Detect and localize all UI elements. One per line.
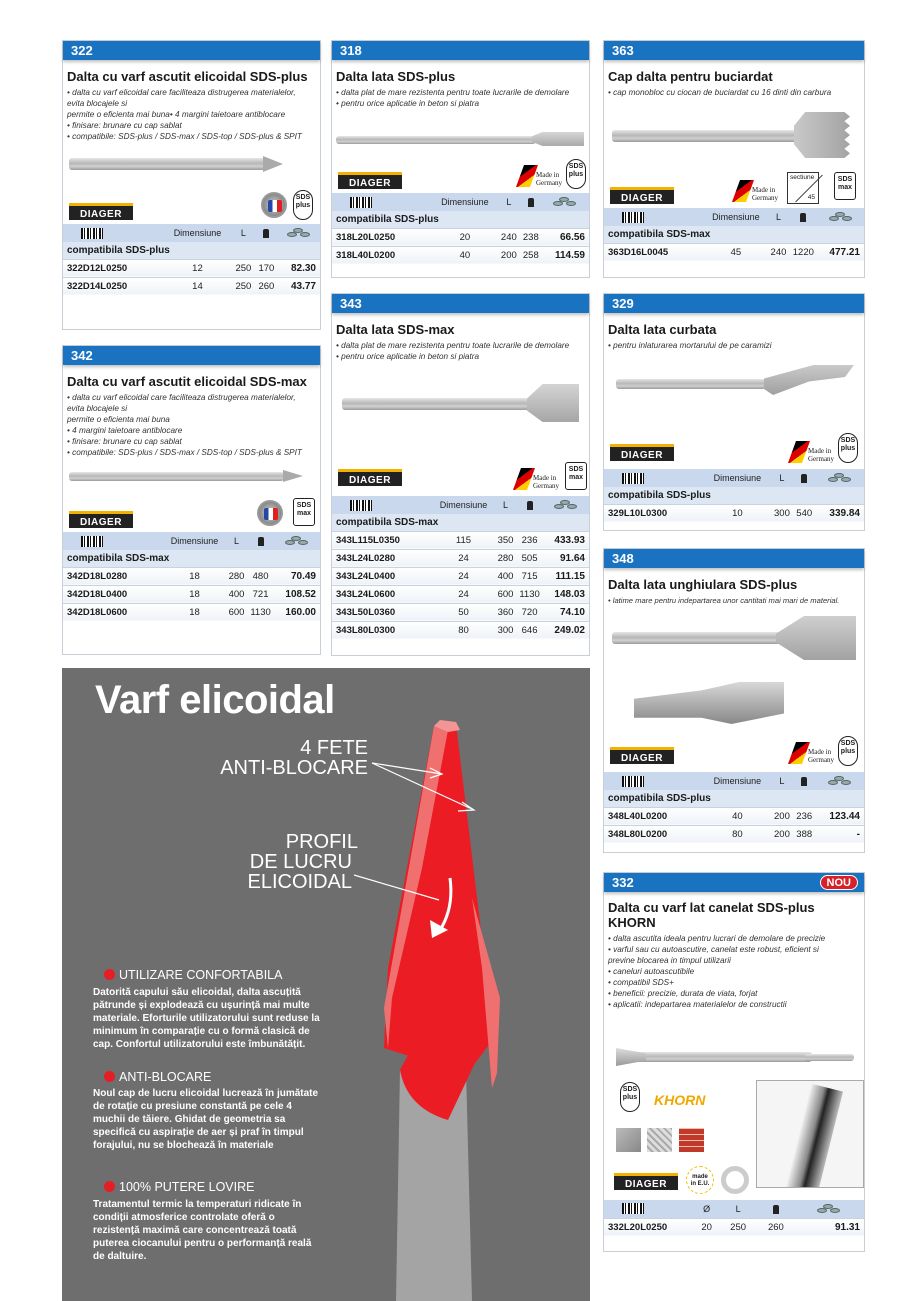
product-code-header: 329: [604, 294, 864, 313]
feature-heading: 100% PUTERE LOVIRE: [104, 1180, 254, 1194]
table-header: Dimensiune L: [604, 772, 864, 790]
coins-icon: [553, 197, 577, 207]
product-code-header: 343: [332, 294, 589, 313]
made-in-france-icon: [261, 192, 287, 218]
barcode-icon: [350, 197, 372, 208]
compatibility-label: compatibila SDS-plus: [332, 211, 589, 228]
spec-table: [332, 496, 589, 639]
made-in-germany-icon: Made in Germany: [517, 466, 561, 492]
sds-max-icon: SDS max: [565, 462, 587, 490]
product-description: • pentru inlaturarea mortarului de pe caramizi: [608, 341, 772, 350]
weight-icon: [801, 474, 807, 483]
product-description: • dalta plat de mare rezistenta pentru toate lucrarile de demolare • pentru orice aplicatie in beton si piatra: [336, 88, 570, 108]
feature-text: Datorită capului său elicoidal, dalta ascuțită pătrunde și explodează cu ușurință mai multe materiale. Eforturile utilizatorului sunt reduse la minimum în comparație cu o formă clasică de cap. Confortul utilizatorului este îmbunătățit.: [93, 987, 320, 1050]
product-image: [63, 458, 320, 498]
product-code-header: 318: [332, 41, 589, 60]
made-in-eu-icon: made in E.U.: [686, 1166, 714, 1194]
table-row: 342D18L0600 18 600 1130 160.00: [63, 603, 320, 621]
table-header: Dimensiune L: [332, 496, 589, 514]
logos-row: [63, 190, 320, 224]
product-code-header: 332 NOU: [604, 873, 864, 892]
product-description: • cap monobloc cu ciocan de buciardat cu 16 dinti din carbura: [608, 88, 832, 97]
diager-logo: DIAGER: [338, 469, 402, 486]
sds-plus-icon: SDS plus: [838, 433, 858, 463]
spec-table: [604, 208, 864, 261]
product-title: Cap dalta pentru buciardat: [608, 69, 773, 84]
diager-logo: DIAGER: [610, 444, 674, 461]
table-row: 329L10L0300 10 300 540 339.84: [604, 504, 864, 522]
made-in-germany-icon: Made in Germany: [792, 439, 836, 465]
compatibility-label: compatibila SDS-plus: [604, 790, 864, 807]
product-title: Dalta lata SDS-max: [336, 322, 455, 337]
sds-plus-icon: SDS plus: [620, 1082, 640, 1112]
table-row: 318L20L0250 20 240 238 66.56: [332, 228, 589, 246]
compatibility-label: compatibila SDS-max: [63, 550, 320, 567]
table-header: Dimensiune L: [332, 193, 589, 211]
table-row: 343L24L0400 24 400 715 111.15: [332, 567, 589, 585]
feature-heading: UTILIZARE CONFORTABILA: [104, 968, 282, 982]
product-title: Dalta cu varf ascutit elicoidal SDS-plus: [67, 69, 308, 84]
compatibility-label: compatibila SDS-plus: [604, 487, 864, 504]
product-code-header: 342: [63, 346, 320, 365]
table-row: 318L40L0200 40 200 258 114.59: [332, 246, 589, 264]
helical-tip-promo-panel: [62, 668, 590, 1301]
product-image: [63, 142, 320, 190]
table-row: 343L115L0350 115 350 236 433.93: [332, 531, 589, 549]
weight-icon: [800, 213, 806, 222]
table-header: Dimensiune L: [63, 224, 320, 242]
coins-icon: [554, 500, 578, 510]
compatibility-label: compatibila SDS-max: [332, 514, 589, 531]
weight-icon: [773, 1205, 779, 1214]
coins-icon: [828, 776, 852, 786]
feature-text: Noul cap de lucru elicoidal lucrează în jumătate de rotație cu presiune constantă pe cele 4 muchii de tăiere. Ghidat de geometria sa specifică cu aspirație de aer și praf în timpul forajului, nu se blochează în materiale: [93, 1088, 319, 1151]
product-code-header: 348: [604, 549, 864, 568]
diager-logo: DIAGER: [610, 187, 674, 204]
weight-icon: [263, 229, 269, 238]
made-in-germany-icon: Made in Germany: [520, 163, 564, 189]
weight-icon: [801, 777, 807, 786]
table-row: 342D18L0400 18 400 721 108.52: [63, 585, 320, 603]
coins-icon: [828, 473, 852, 483]
sds-max-icon: SDS max: [293, 498, 315, 526]
red-bullet-icon: [104, 969, 115, 980]
logos-row: [604, 734, 864, 772]
spec-table: [604, 469, 864, 522]
concrete-material-icon: [616, 1128, 641, 1152]
product-title: Dalta lata unghiulara SDS-plus: [608, 577, 798, 592]
diager-logo: DIAGER: [338, 172, 402, 189]
product-description: • dalta cu varf elicoidal care faciliteaza distrugerea materialelor, evita blocajele si permite o eficienta mai buna • 4 margini taietoare antiblocare • finisare: brunare cu cap sablat • compatibile: SDS-plus / SDS-max / SDS-top / SDS-plus & SPIT: [67, 393, 302, 457]
product-title: Dalta lata SDS-plus: [336, 69, 456, 84]
spec-table: [63, 532, 320, 621]
product-image: [604, 606, 864, 734]
khorn-logo: KHORN: [654, 1092, 706, 1108]
sds-max-icon: SDS max: [834, 172, 856, 200]
product-title: Dalta cu varf ascutit elicoidal SDS-max: [67, 374, 307, 389]
barcode-icon: [81, 228, 103, 239]
made-in-france-icon: [257, 500, 283, 526]
product-card-332: [603, 872, 865, 1252]
barcode-icon: [622, 1203, 644, 1214]
logos-row: [332, 159, 589, 193]
table-row: 322D14L0250 14 250 260 43.77: [63, 277, 320, 295]
diager-logo: DIAGER: [610, 747, 674, 764]
spec-table: [332, 193, 589, 264]
product-image: [604, 351, 864, 431]
coins-icon: [285, 536, 309, 546]
made-in-germany-icon: Made in Germany: [792, 740, 836, 766]
weight-icon: [258, 537, 264, 546]
product-image: [332, 109, 589, 159]
patented-seal-icon: [721, 1166, 749, 1194]
logos-row: [63, 498, 320, 532]
red-bullet-icon: [104, 1071, 115, 1082]
weight-icon: [528, 198, 534, 207]
product-image: [604, 1010, 864, 1200]
callout-anti-blocking-faces: 4 FETE ANTI-BLOCARE: [220, 737, 368, 779]
table-row: 343L50L0360 50 360 720 74.10: [332, 603, 589, 621]
logos-row: [604, 168, 864, 208]
callout-helical-profile: PROFIL DE LUCRU ELICOIDAL: [247, 831, 358, 893]
product-description: • dalta cu varf elicoidal care faciliteaza distrugerea materialelor, evita blocajele si permite o eficienta mai buna• 4 margini taietoare antiblocare • finisare: brunare cu cap sablat • compatibile: SDS-plus / SDS-max / SDS-top / SDS-plus & SPIT: [67, 88, 302, 141]
table-row: 343L24L0280 24 280 505 91.64: [332, 549, 589, 567]
table-row: 363D16L0045 45 240 1220 477.21: [604, 243, 864, 261]
brick-material-icon: [679, 1128, 704, 1152]
product-card-343: [331, 293, 590, 656]
feature-heading: ANTI-BLOCARE: [104, 1070, 211, 1084]
coins-icon: [287, 228, 311, 238]
weight-icon: [527, 501, 533, 510]
barcode-icon: [622, 776, 644, 787]
table-row: 348L40L0200 40 200 236 123.44: [604, 807, 864, 825]
spec-table: [604, 1200, 864, 1236]
diager-logo: DIAGER: [614, 1173, 678, 1190]
compatibility-label: compatibila SDS-max: [604, 226, 864, 243]
coins-icon: [829, 212, 853, 222]
product-card-363: [603, 40, 865, 278]
table-row: 343L80L0300 80 300 646 249.02: [332, 621, 589, 639]
tip-closeup-image: [756, 1080, 864, 1188]
sds-plus-icon: SDS plus: [293, 190, 313, 220]
coins-icon: [817, 1204, 841, 1214]
barcode-icon: [350, 500, 372, 511]
product-description: • dalta plat de mare rezistenta pentru toate lucrarile de demolare • pentru orice aplicatie in beton si piatra: [336, 341, 570, 361]
product-card-329: [603, 293, 865, 531]
new-badge: NOU: [820, 875, 858, 890]
feature-text: Tratamentul termic la temperaturi ridicate în condiții atmosferice controlate oferă o rezistență maximă care concentrează toată puterea ciocanului pentru o performanță reală de daltuire.: [93, 1199, 312, 1262]
stone-material-icon: [647, 1128, 672, 1152]
product-code-header: 322: [63, 41, 320, 60]
table-row: 342D18L0280 18 280 480 70.49: [63, 567, 320, 585]
product-card-318: [331, 40, 590, 278]
table-header: Dimensiune L: [604, 208, 864, 226]
barcode-icon: [81, 536, 103, 547]
table-header: Dimensiune L: [63, 532, 320, 550]
logos-row: [332, 462, 589, 496]
product-image: [604, 98, 864, 168]
product-card-322: [62, 40, 321, 330]
made-in-germany-icon: Made in Germany: [736, 178, 780, 204]
table-header: Dimensiune L: [604, 469, 864, 487]
product-image: [332, 362, 589, 462]
logos-row: [604, 431, 864, 469]
red-bullet-icon: [104, 1181, 115, 1192]
sds-plus-icon: SDS plus: [566, 159, 586, 189]
product-card-342: [62, 345, 321, 655]
product-code-header: 363: [604, 41, 864, 60]
product-title: Dalta lata curbata: [608, 322, 717, 337]
compatibility-label: compatibila SDS-plus: [63, 242, 320, 259]
product-title: Dalta cu varf lat canelat SDS-plus KHORN: [608, 900, 815, 930]
table-row: 322D12L0250 12 250 170 82.30: [63, 259, 320, 277]
diager-logo: DIAGER: [69, 511, 133, 528]
promo-title: Varf elicoidal: [95, 678, 335, 722]
spec-table: [63, 224, 320, 295]
table-header: Ø L: [604, 1200, 864, 1218]
diager-logo: DIAGER: [69, 203, 133, 220]
table-row: 343L24L0600 24 600 1130 148.03: [332, 585, 589, 603]
sds-plus-icon: SDS plus: [838, 736, 858, 766]
section-icon: sectiune 45: [787, 172, 819, 204]
barcode-icon: [622, 212, 644, 223]
table-row: 332L20L0250 20 250 260 91.31: [604, 1218, 864, 1236]
product-description: • dalta ascutita ideala pentru lucrari de demolare de precizie • varful sau cu autoascutire, canelat este robust, eficient si previne blocarea in timpul utilizarii • caneluri autoascutibile • compatibil SDS+ • beneficii: precizie, durata de viata, forjat • aplicatii: indepartarea materialelor de constructii: [608, 934, 826, 1009]
spec-table: [604, 772, 864, 843]
product-card-348: [603, 548, 865, 853]
barcode-icon: [622, 473, 644, 484]
table-row: 348L80L0200 80 200 388 -: [604, 825, 864, 843]
product-description: • latime mare pentru indepartarea unor cantitati mai mari de material.: [608, 596, 840, 605]
